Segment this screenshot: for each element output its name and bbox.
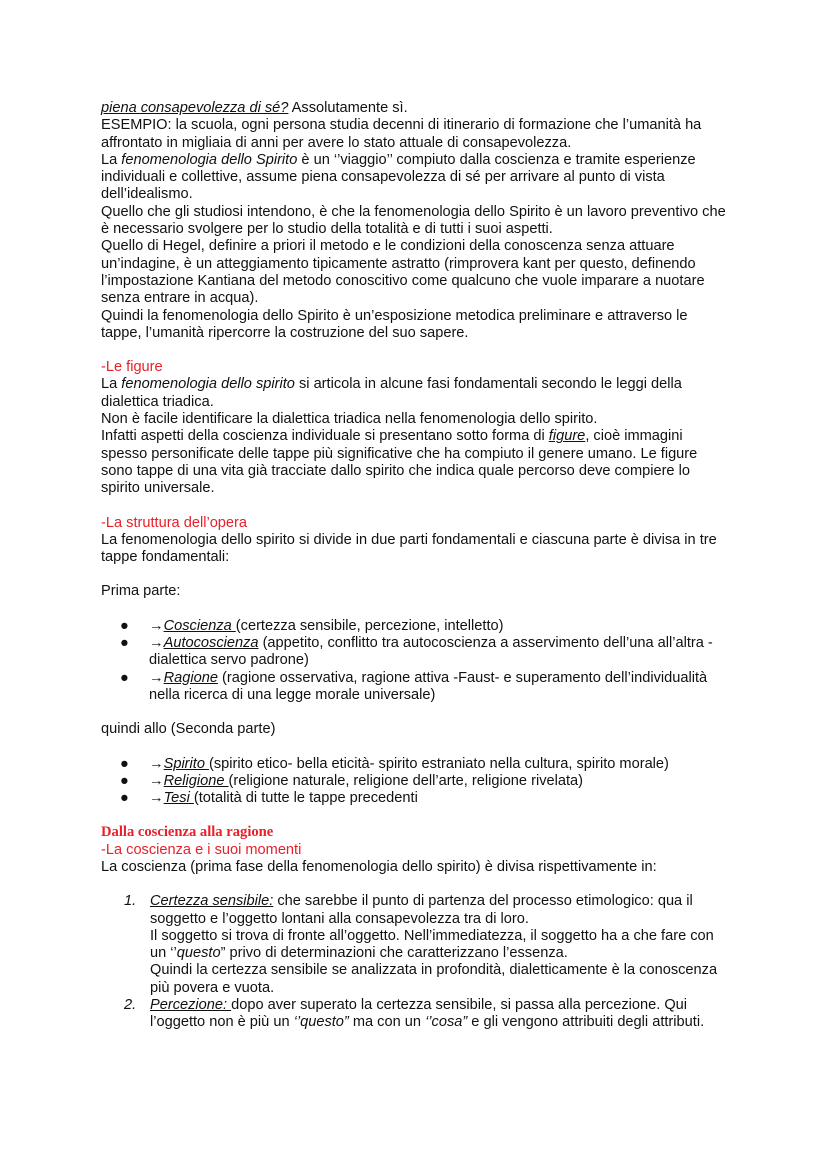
spacer — [101, 807, 731, 824]
seconda-parte-list — [101, 756, 731, 808]
list-item — [101, 756, 731, 773]
bullet-icon: ● — [120, 635, 129, 652]
spacer — [101, 876, 731, 893]
prima-parte-list — [101, 618, 731, 704]
viaggio-paragraph — [101, 152, 731, 204]
hegel-paragraph: Quello di Hegel, definire a priori il metodo e le condizioni della conoscenza senza attuare un’indagine, è un atteggiamento tipicamente astratto (rimprovera kant per questo, definendo l’impostazione Kantiana del metodo conoscitivo come qualcuno che vuole imparare a nuotare senza entrare in acqua). — [101, 238, 705, 307]
item-text — [150, 997, 731, 1032]
document-page — [101, 100, 731, 1032]
emphasis: ‘’questo” — [293, 1014, 349, 1031]
question-answer: Assolutamente sì. — [288, 100, 408, 116]
list-desc: (ragione osservativa, ragione attiva -Faust- e superamento dell’individualità nella ricerca di una legge morale universale) — [149, 669, 708, 703]
list-item — [101, 997, 731, 1032]
list-item — [101, 670, 731, 705]
quindi-paragraph: Quindi la fenomenologia dello Spirito è un’esposizione metodica preliminare e attraverso le tappe, l’umanità ripercorre la costruzione del suo sapere. — [101, 307, 688, 341]
list-item — [101, 773, 731, 790]
list-term: Coscienza — [163, 617, 236, 634]
list-term: Autocoscienza — [163, 635, 259, 652]
question-emphasis: piena consapevolezza di sé? — [101, 100, 289, 116]
text: La — [101, 376, 122, 393]
chapter-heading: Dalla coscienza alla ragione — [101, 824, 274, 841]
spacer — [101, 566, 731, 583]
list-term: Spirito — [163, 755, 210, 772]
list-number: 2. — [124, 997, 137, 1014]
list-item — [101, 893, 731, 997]
emphasis: ‘’cosa” — [425, 1014, 468, 1031]
bullet-icon: ● — [120, 669, 129, 686]
text: ma con un — [348, 1014, 426, 1031]
emphasis: figure — [548, 428, 586, 445]
seconda-parte-label: quindi allo (Seconda parte) — [101, 721, 276, 738]
bullet-icon: ● — [120, 617, 129, 634]
figure-paragraph-3 — [101, 428, 731, 497]
list-term: Ragione — [163, 669, 218, 686]
emphasis: fenomenologia dello spirito — [121, 376, 295, 393]
text: e gli vengono attribuiti degli attributi. — [467, 1014, 705, 1031]
arrow-icon: → — [149, 755, 164, 772]
studiosi-paragraph: Quello che gli studiosi intendono, è che la fenomenologia dello Spirito è un lavoro preventivo che è necessario svolgere per lo studio della totalità e di tutti i suoi aspetti. — [101, 203, 726, 238]
list-term: Tesi — [163, 790, 194, 807]
list-term: Certezza sensibile: — [150, 893, 274, 910]
text: Il soggetto si trova di fronte all’oggetto. Nell’immediatezza, il soggetto ha a che fare con un ‘’ — [150, 927, 714, 962]
coscienza-intro: La coscienza (prima fase della fenomenologia dello spirito) è divisa rispettivamente in: — [101, 858, 657, 875]
spacer — [101, 739, 731, 756]
text: è un ‘’viaggio’’ compiuto dalla coscienza e tramite esperienze individuali e collettive, assume piena consapevolezza di sé per arrivare al punto di vista dell’idealismo. — [101, 151, 696, 203]
list-number: 1. — [124, 893, 137, 910]
text: ” privo di determinazioni che caratterizzano l’essenza. — [220, 945, 568, 962]
list-desc: (totalità di tutte le tappe precedenti — [193, 790, 418, 807]
struttura-paragraph: La fenomenologia dello spirito si divide in due parti fondamentali e ciascuna parte è divisa in tre tappe fondamentali: — [101, 531, 717, 566]
item-text — [150, 928, 731, 963]
text: si articola in alcune fasi fondamentali secondo le leggi della dialettica triadica. — [101, 376, 682, 410]
coscienza-list — [101, 893, 731, 1031]
arrow-icon: → — [149, 790, 164, 807]
item-text — [150, 893, 731, 928]
text: La — [101, 151, 122, 168]
bullet-icon: ● — [120, 755, 129, 772]
list-item — [101, 618, 731, 635]
emphasis: questo — [176, 945, 221, 962]
arrow-icon: → — [149, 617, 164, 634]
list-desc: (certezza sensibile, percezione, intelletto) — [235, 617, 504, 634]
bullet-icon: ● — [120, 790, 129, 807]
text: dopo aver superato la certezza sensibile, si passa alla percezione. Qui l’oggetto non è più un — [150, 997, 688, 1031]
section-heading-figure: -Le figure — [101, 359, 163, 376]
prima-parte-label: Prima parte: — [101, 583, 181, 600]
section-heading-struttura: -La struttura dell’opera — [101, 514, 248, 531]
section-heading-coscienza: -La coscienza e i suoi momenti — [101, 841, 302, 858]
emphasis: fenomenologia dello Spirito — [121, 151, 298, 168]
arrow-icon: → — [149, 635, 164, 652]
item-text: Quindi la certezza sensibile se analizzata in profondità, dialetticamente è la conoscenza più povera e vuota. — [150, 962, 718, 996]
list-desc: (religione naturale, religione dell’arte, religione rivelata) — [228, 772, 583, 789]
list-term: Percezione: — [150, 997, 232, 1014]
esempio-paragraph: ESEMPIO: la scuola, ogni persona studia decenni di itinerario di formazione che l’umanità ha affrontato in migliaia di anni per avere lo stato attuale di consapevolezza. — [101, 117, 702, 151]
list-desc: (appetito, conflitto tra autocoscienza a asservimento dell’una all’altra -dialettica servo padrone) — [149, 635, 713, 669]
list-term: Religione — [163, 772, 229, 789]
spacer — [101, 342, 731, 359]
intro-question — [101, 100, 731, 117]
arrow-icon: → — [149, 669, 164, 686]
figure-paragraph-1 — [101, 376, 731, 411]
text: , cioè immagini spesso personificate delle tappe più significative che ha compiuto il genere umano. Le figure sono tappe di una vita già tracciate dallo spirito che indica quale percorso deve compiere lo spirito universale. — [101, 428, 698, 497]
list-item — [101, 790, 731, 807]
spacer — [101, 601, 731, 618]
text: Infatti aspetti della coscienza individuale si presentano sotto forma di — [101, 428, 549, 445]
text: che sarebbe il punto di partenza del processo etimologico: qua il soggetto e l’oggetto lontani alla consapevolezza tra di loro. — [150, 893, 693, 927]
bullet-icon: ● — [120, 772, 129, 789]
spacer — [101, 704, 731, 721]
spacer — [101, 498, 731, 515]
figure-paragraph-2: Non è facile identificare la dialettica triadica nella fenomenologia dello spirito. — [101, 411, 598, 428]
list-desc: (spirito etico- bella eticità- spirito estraniato nella cultura, spirito morale) — [209, 755, 669, 772]
arrow-icon: → — [149, 772, 164, 789]
list-item — [101, 635, 731, 670]
